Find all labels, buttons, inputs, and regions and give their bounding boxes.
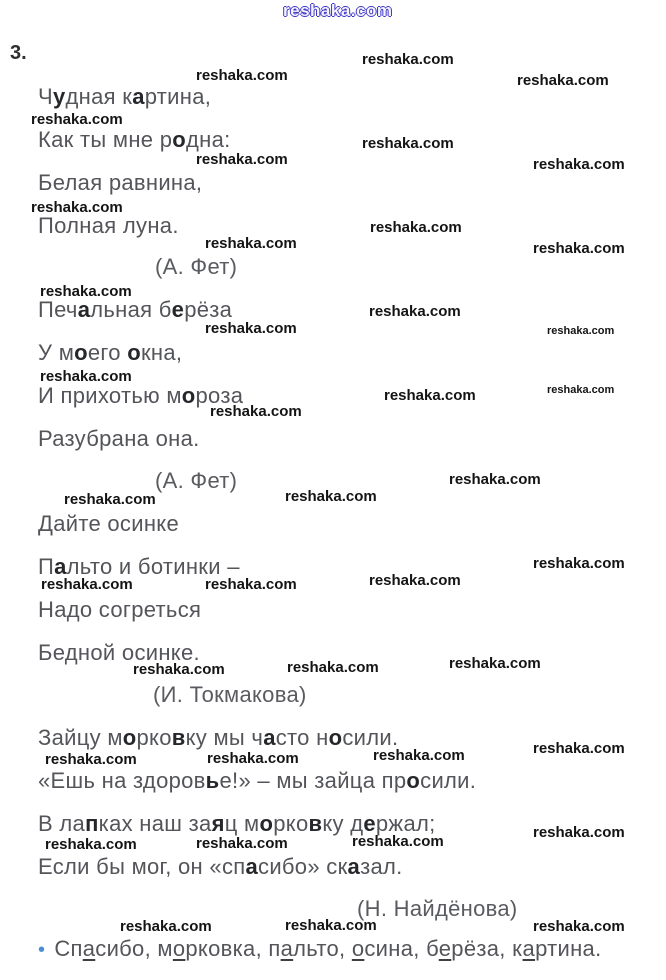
orthogram-bold-letter: о [181, 383, 196, 408]
text-segment: кна, [140, 340, 183, 365]
orthogram-bold-letter: а [54, 554, 67, 579]
watermark: reshaka.com [205, 576, 297, 593]
orthogram-bold-letter: в [308, 811, 323, 836]
watermark: reshaka.com [196, 67, 288, 84]
watermark: reshaka.com [547, 384, 615, 396]
text-segment: (А. Фет) [155, 254, 238, 279]
text-segment: Печ [38, 297, 78, 322]
watermark: reshaka.com [207, 750, 299, 767]
text-segment: сибо, м [95, 936, 173, 961]
text-segment: дная к [65, 84, 133, 109]
orthogram-bold-letter: е [171, 297, 185, 322]
watermark: reshaka.com [533, 824, 625, 841]
orthogram-bold-letter: е [363, 811, 376, 836]
text-segment: сто н [275, 725, 329, 750]
watermark: reshaka.com [285, 488, 377, 505]
text-segment: льто и ботинки – [66, 554, 240, 579]
answer-bullet: • [38, 939, 46, 961]
text-segment: сина, б [364, 936, 439, 961]
watermark: reshaka.com [120, 918, 212, 935]
text-segment: ках наш за [98, 811, 212, 836]
orthogram-bold-letter: а [347, 854, 361, 879]
watermark: reshaka.com [285, 917, 377, 934]
text-segment: В ла [38, 811, 86, 836]
watermark: reshaka.com [362, 135, 454, 152]
watermark: reshaka.com [40, 368, 132, 385]
text-segment: ржал; [375, 811, 436, 836]
text-segment: ртина, [144, 84, 212, 109]
watermark: reshaka.com [352, 833, 444, 850]
text-segment: Белая равнина, [38, 170, 203, 195]
watermark: reshaka.com [533, 156, 625, 173]
text-segment: Полная луна. [38, 213, 179, 238]
orthogram-bold-letter: о [259, 811, 274, 836]
watermark: reshaka.com [369, 303, 461, 320]
watermark: reshaka.com [40, 283, 132, 300]
watermark: reshaka.com [45, 751, 137, 768]
text-segment: П [38, 554, 55, 579]
watermark: reshaka.com [205, 320, 297, 337]
orthogram-bold-letter: о [172, 127, 186, 152]
watermark: reshaka.com [517, 72, 609, 89]
watermark: reshaka.com [533, 740, 625, 757]
text-segment: роза [195, 383, 244, 408]
watermark: reshaka.com [533, 918, 625, 935]
text-segment: сибо» ск [258, 854, 348, 879]
text-segment: Если бы мог, он «сп [38, 854, 246, 879]
orthogram-underlined-letter: а [82, 936, 96, 961]
orthogram-bold-letter: о [74, 340, 88, 365]
text-segment: рковка, п [185, 936, 281, 961]
text-segment: ртина. [535, 936, 602, 961]
orthogram-bold-letter: у [52, 84, 66, 109]
orthogram-bold-letter: о [328, 725, 343, 750]
text-segment: его [87, 340, 128, 365]
orthogram-underlined-letter: а [522, 936, 536, 961]
watermark: reshaka.com [31, 199, 123, 216]
text-segment: рёза, к [451, 936, 523, 961]
orthogram-bold-letter: о [122, 725, 137, 750]
text-segment: дна: [186, 127, 231, 152]
text-segment: рко [273, 811, 309, 836]
text-segment: (А. Фет) [155, 468, 238, 493]
orthogram-underlined-letter: е [438, 936, 452, 961]
watermark: reshaka.com [533, 555, 625, 572]
text-segment: льная б [90, 297, 172, 322]
orthogram-bold-letter: в [171, 725, 186, 750]
watermark: reshaka.com [384, 387, 476, 404]
orthogram-bold-letter: я [211, 811, 225, 836]
text-segment: рко [136, 725, 172, 750]
text-segment: Зайцу м [38, 725, 123, 750]
watermark: reshaka.com [64, 491, 156, 508]
watermark: reshaka.com [370, 219, 462, 236]
orthogram-bold-letter: о [127, 340, 141, 365]
text-segment: Ч [38, 84, 53, 109]
text-segment: Как ты мне р [38, 127, 173, 152]
orthogram-underlined-letter: а [280, 936, 294, 961]
watermark: reshaka.com [196, 835, 288, 852]
watermark: reshaka.com [196, 151, 288, 168]
watermark: reshaka.com [547, 325, 615, 337]
orthogram-bold-letter: ь [205, 768, 220, 793]
text-segment: ц м [224, 811, 260, 836]
watermark: reshaka.com [533, 240, 625, 257]
text-segment: (Н. Найдёнова) [357, 896, 518, 921]
orthogram-bold-letter: а [132, 84, 145, 109]
text-segment: Сп [54, 936, 83, 961]
text-segment: ку мы ч [185, 725, 264, 750]
watermark: reshaka.com [41, 576, 133, 593]
orthogram-underlined-letter: о [172, 936, 186, 961]
text-segment: Дайте осинке [38, 511, 179, 536]
text-segment: зал. [360, 854, 403, 879]
orthogram-bold-letter: п [85, 811, 99, 836]
watermark: reshaka.com [449, 655, 541, 672]
text-segment: «Ешь на здоров [38, 768, 206, 793]
task-number: 3. [10, 42, 27, 64]
text-segment: (И. Токмакова) [153, 682, 307, 707]
watermark: reshaka.com [31, 111, 123, 128]
text-segment: И прихотью м [38, 383, 182, 408]
text-segment: рёза [184, 297, 233, 322]
watermark: reshaka.com [45, 836, 137, 853]
watermark: reshaka.com [205, 235, 297, 252]
orthogram-bold-letter: о [406, 768, 421, 793]
text-segment: льто, [293, 936, 352, 961]
watermark: reshaka.com [373, 747, 465, 764]
text-segment: ку д [322, 811, 364, 836]
text-segment: Бедной осинке. [38, 640, 200, 665]
watermark: reshaka.com [369, 572, 461, 589]
orthogram-underlined-letter: о [351, 936, 365, 961]
orthogram-bold-letter: а [263, 725, 276, 750]
text-segment: Разубрана она. [38, 426, 200, 451]
watermark: reshaka.com [449, 471, 541, 488]
orthogram-bold-letter: а [245, 854, 259, 879]
text-segment: е!» – мы зайца пр [219, 768, 407, 793]
site-logo-watermark: reshaka.com [283, 1, 393, 20]
watermark: reshaka.com [133, 661, 225, 678]
orthogram-bold-letter: а [77, 297, 91, 322]
text-segment: Надо согреться [38, 597, 202, 622]
text-segment: сили. [342, 725, 399, 750]
watermark: reshaka.com [362, 51, 454, 68]
text-segment: У м [38, 340, 75, 365]
text-segment: сили. [420, 768, 477, 793]
watermark: reshaka.com [287, 659, 379, 676]
watermark: reshaka.com [210, 403, 302, 420]
